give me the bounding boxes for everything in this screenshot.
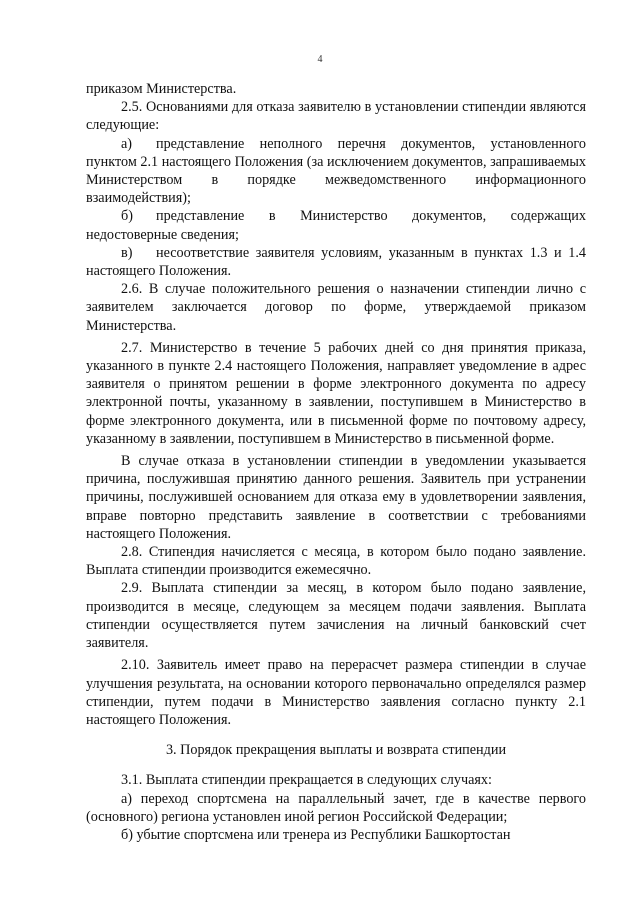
list-marker-a: а) (121, 135, 133, 152)
paragraph-2-5: 2.5. Основаниями для отказа заявителю в установлении стипендии являются следующие: (86, 99, 586, 134)
paragraph-2-7-refusal: В случае отказа в установлении стипендии в уведомлении указывается причина, послужившая принятию данного решения. Заявитель при устранении причины, послужившей основанием для отказа ему в удовлетворении заявления, вправе повторно представить заявление в соответствии с требованиями настоящего Положения. (86, 453, 586, 542)
list-marker-b: б) (121, 208, 133, 225)
paragraph-2-6: 2.6. В случае положительного решения о назначении стипендии лично с заявителем заключается договор по форме, утверждаемой приказом Министерства. (86, 281, 586, 334)
list-item-a (86, 135, 586, 208)
paragraph-3-1-a: а) переход спортсмена на параллельный зачет, где в качестве первого (основного) региона установлен иной регион Российской Федерации; (86, 790, 586, 825)
list-text-v: несоответствие заявителя условиям, указанным в пунктах 1.3 и 1.4 настоящего Положения. (86, 244, 586, 280)
page-number: 4 (317, 54, 323, 65)
list-text-a: представление неполного перечня документов, установленного пунктом 2.1 настоящего Положения (за исключением документов, запрашиваемых Министерством в порядке межведомственного информационного взаимодействия); (86, 135, 586, 207)
document-body (86, 80, 586, 844)
paragraph-3-1: 3.1. Выплата стипендии прекращается в следующих случаях: (121, 772, 492, 789)
paragraph-2-7: 2.7. Министерство в течение 5 рабочих дней со дня принятия приказа, указанного в пункте 2.4 настоящего Положения, направляет уведомление в адрес заявителя о принятом решении в форме электронного документа по адресу электронной почты, указанному в заявлении, поступившем в Министерство в форме электронного документа, или в письменной форме по почтовому адресу, указанному в заявлении, поступившем в Министерство в письменной форме. (86, 339, 586, 447)
paragraph-2-10: 2.10. Заявитель имеет право на перерасчет размера стипендии в случае улучшения результата, на основании которого первоначально определялся размер стипендии, путем подачи в Министерство заявления согласно пункту 2.1 настоящего Положения. (86, 657, 586, 728)
paragraph-3-1-b: б) убытие спортсмена или тренера из Республики Башкортостан (121, 826, 511, 843)
list-marker-v: в) (121, 244, 133, 261)
paragraph-2-9: 2.9. Выплата стипендии за месяц, в котором было подано заявление, производится в месяце, следующем за месяцем подачи заявления. Выплата стипендии осуществляется путем зачисления на личный банковский счет заявителя. (86, 580, 586, 652)
list-text-b: представление в Министерство документов, содержащих недостоверные сведения; (86, 208, 586, 243)
paragraph-continuation: приказом Министерства. (86, 81, 237, 97)
list-item-v (86, 244, 586, 280)
paragraph-2-8: 2.8. Стипендия начисляется с месяца, в котором было подано заявление. Выплата стипендии производится ежемесячно. (86, 544, 586, 579)
section-heading-3: 3. Порядок прекращения выплаты и возврата стипендии (165, 742, 507, 759)
list-item-b (86, 207, 586, 243)
